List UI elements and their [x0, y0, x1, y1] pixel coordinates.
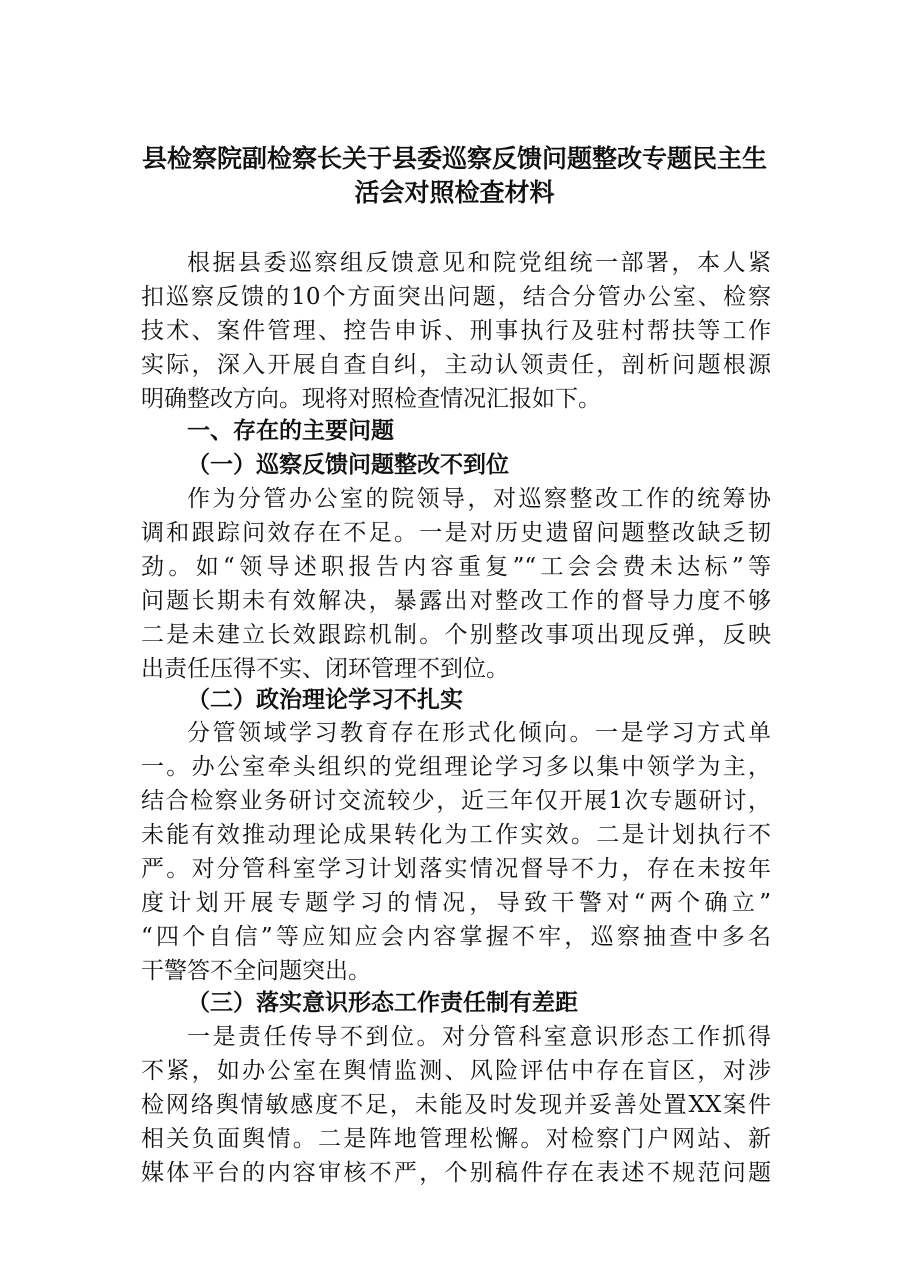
paragraph-line: 度计划开展专题学习的情况，导致干警对“两个确立”: [141, 890, 771, 916]
paragraph-line: 相关负面舆情。二是阵地管理松懈。对检察门户网站、新: [141, 1126, 771, 1152]
subsection-heading: （一）巡察反馈问题整改不到位: [187, 451, 509, 478]
document-title-line-1: 县检察院副检察长关于县委巡察反馈问题整改专题民主生: [141, 144, 767, 173]
paragraph-line: 严。对分管科室学习计划落实情况督导不力，存在未按年: [141, 856, 771, 882]
subsection-heading: （二）政治理论学习不扎实: [187, 686, 463, 713]
paragraph-line: 问题长期未有效解决，暴露出对整改工作的督导力度不够: [141, 588, 771, 614]
paragraph-line: 明确整改方向。现将对照检查情况汇报如下。: [141, 386, 601, 412]
paragraph-line: 根据县委巡察组反馈意见和院党组统一部署，本人紧: [187, 250, 771, 276]
paragraph-line: 出责任压得不实、闭环管理不到位。: [141, 656, 509, 682]
paragraph-line: 扣巡察反馈的10个方面突出问题，结合分管办公室、检察: [141, 284, 771, 310]
paragraph-line: 未能有效推动理论成果转化为工作实效。二是计划执行不: [141, 822, 771, 848]
subsection-heading: （三）落实意识形态工作责任制有差距: [187, 989, 578, 1016]
paragraph-line: 劲。如“领导述职报告内容重复”“工会会费未达标”等: [141, 554, 771, 580]
paragraph-line: 分管领域学习教育存在形式化倾向。一是学习方式单: [187, 720, 771, 746]
paragraph-line: 实际，深入开展自查自纠，主动认领责任，剖析问题根源: [141, 352, 771, 378]
paragraph-line: 干警答不全问题突出。: [141, 958, 371, 984]
paragraph-line: 一是责任传导不到位。对分管科室意识形态工作抓得: [187, 1024, 771, 1050]
paragraph-line: 不紧，如办公室在舆情监测、风险评估中存在盲区，对涉: [141, 1058, 771, 1084]
paragraph-line: 媒体平台的内容审核不严，个别稿件存在表述不规范问题: [141, 1160, 771, 1186]
paragraph-line: 技术、案件管理、控告申诉、刑事执行及驻村帮扶等工作: [141, 318, 771, 344]
paragraph-line: 作为分管办公室的院领导，对巡察整改工作的统筹协: [187, 486, 771, 512]
paragraph-line: 调和跟踪问效存在不足。一是对历史遗留问题整改缺乏韧: [141, 520, 771, 546]
document-title-line-2: 活会对照检查材料: [354, 178, 555, 207]
paragraph-line: 二是未建立长效跟踪机制。个别整改事项出现反弹，反映: [141, 622, 771, 648]
section-heading: 一、存在的主要问题: [187, 418, 394, 444]
paragraph-line: 检网络舆情敏感度不足，未能及时发现并妥善处置XX案件: [141, 1092, 771, 1118]
paragraph-line: 结合检察业务研讨交流较少，近三年仅开展1次专题研讨，: [141, 788, 771, 814]
paragraph-line: “四个自信”等应知应会内容掌握不牢，巡察抽查中多名: [141, 924, 771, 950]
paragraph-line: 一。办公室牵头组织的党组理论学习多以集中领学为主，: [141, 754, 771, 780]
